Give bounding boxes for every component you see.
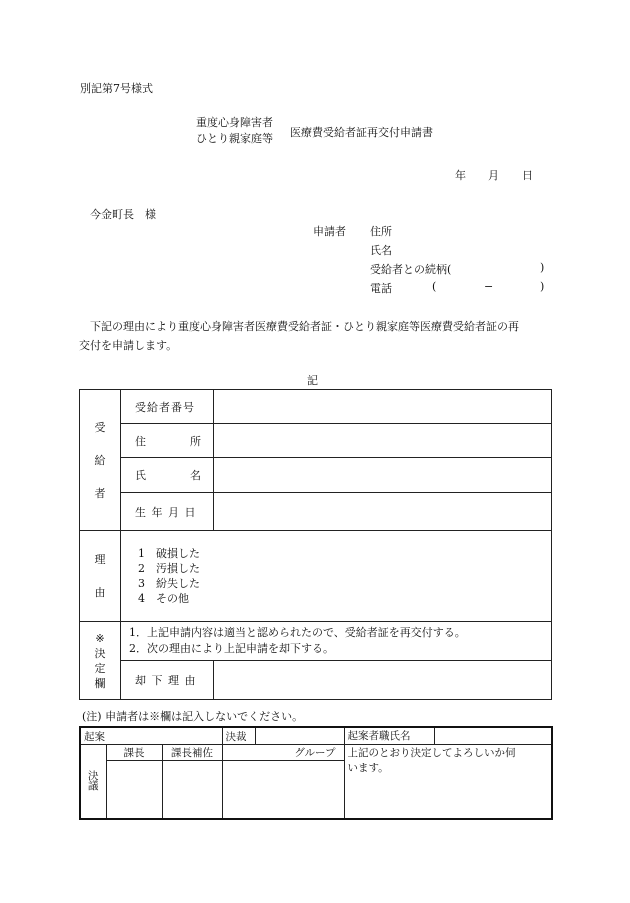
phone-dash: − (484, 280, 494, 293)
recipient-name-label: 氏 名 (121, 458, 214, 493)
decision-line1: 1．上記申請内容は適当と認められたので、受給者証を再交付する。 (129, 626, 466, 639)
applicant-label: 申請者 (313, 225, 346, 238)
applicant-address-label: 住所 (370, 225, 392, 238)
decision-line2: 2．次の理由により上記申請を却下する。 (129, 642, 334, 655)
reason-option-4[interactable]: 4 その他 (138, 592, 189, 605)
reason-options (121, 531, 552, 622)
request-text (344, 745, 552, 819)
recipient-number-label: 受給者番号 (121, 390, 214, 424)
decision-side-label: ※ 決 定 欄 (80, 622, 121, 700)
recipient-birth-field[interactable] (214, 493, 552, 531)
resolution-side-label: 決 議 (80, 745, 106, 819)
recipient-birth-label: 生 年 月 日 (121, 493, 214, 531)
decision-label: 決裁 (222, 727, 255, 745)
applicant-phone-label: 電話 (370, 282, 392, 295)
recipient-name-field[interactable] (214, 458, 552, 493)
main-form-table (79, 389, 552, 700)
note-text: (注) 申請者は※欄は記入しないでください。 (82, 710, 304, 723)
title-line1: 重度心身障害者 (196, 116, 273, 129)
date-year: 年 (455, 169, 466, 182)
draft-label: 起案 (80, 727, 222, 745)
recipient-address-field[interactable] (214, 424, 552, 458)
date-month: 月 (488, 169, 499, 182)
relation-close-paren: ) (540, 261, 545, 274)
addressee: 今金町長 様 (90, 208, 156, 221)
section-chief-label: 課長 (106, 745, 162, 761)
applicant-name-label: 氏名 (370, 244, 392, 257)
reason-option-3[interactable]: 3 紛失した (138, 577, 200, 590)
request-line2: います。 (347, 762, 389, 774)
drafter-field[interactable] (435, 728, 552, 744)
date-day: 日 (522, 169, 533, 182)
form-number: 別記第7号様式 (80, 82, 153, 95)
recipient-address-label: 住 所 (121, 424, 214, 458)
applicant-relation-label: 受給者との続柄( (370, 263, 452, 276)
title-line2: ひとり親家庭等 (196, 132, 273, 145)
ki-heading: 記 (307, 374, 318, 387)
reason-option-1[interactable]: 1 破損した (138, 547, 200, 560)
phone-close-paren: ) (540, 280, 545, 293)
deputy-chief-stamp[interactable] (162, 761, 222, 819)
decision-date-field[interactable] (255, 727, 344, 745)
group-stamp[interactable] (222, 761, 344, 819)
section-chief-stamp[interactable] (106, 761, 162, 819)
reason-side-label: 理 由 (80, 531, 121, 622)
recipient-side-label: 受 給 者 (80, 390, 121, 531)
group-label: グループ (222, 745, 344, 761)
deputy-chief-label: 課長補佐 (162, 745, 222, 761)
request-line1: 上記のとおり決定してよろしいか伺 (347, 747, 516, 759)
title-block (196, 115, 273, 147)
decision-text (121, 622, 552, 661)
page-title: 医療費受給者証再交付申請書 (290, 126, 433, 139)
body-text-line1: 下記の理由により重度心身障害者医療費受給者証・ひとり親家庭等医療費受給者証の再 (90, 320, 519, 333)
recipient-number-field[interactable] (214, 390, 552, 424)
drafter-cell (344, 727, 552, 745)
reject-reason-field[interactable] (214, 661, 552, 700)
reject-reason-label: 却 下 理 由 (121, 661, 214, 700)
reason-option-2[interactable]: 2 汚損した (138, 562, 200, 575)
drafter-label: 起案者職氏名 (345, 728, 435, 744)
approval-table (79, 726, 553, 820)
phone-open-paren: ( (432, 280, 437, 293)
body-text-line2: 交付を申請します。 (79, 339, 178, 352)
